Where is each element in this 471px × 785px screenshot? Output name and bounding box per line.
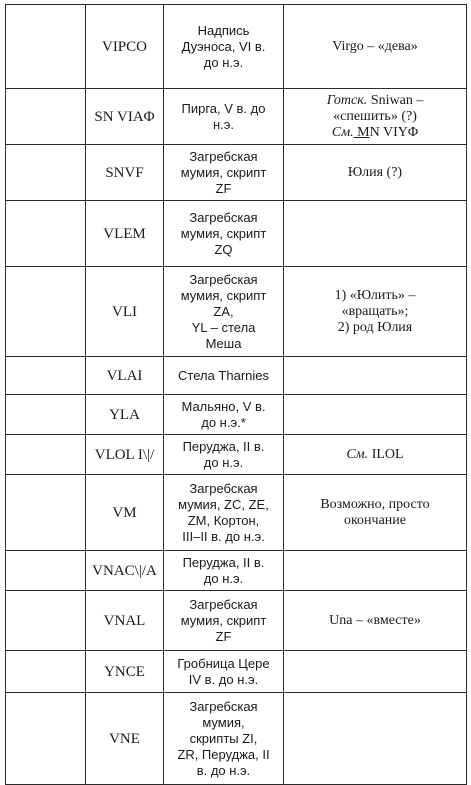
blank-cell	[6, 551, 86, 591]
source-cell: Пирга, V в. до н.э.	[164, 89, 284, 145]
note-cell: Virgo – «дева»	[284, 5, 467, 89]
blank-cell	[6, 267, 86, 357]
table-row	[6, 357, 467, 395]
note-cell: Una – «вместе»	[284, 591, 467, 651]
term-cell: VLAI	[86, 357, 164, 395]
table-row	[6, 693, 467, 785]
blank-cell	[6, 395, 86, 435]
blank-cell	[6, 651, 86, 693]
term-cell: VLEM	[86, 201, 164, 267]
term-cell: SN VIAΦ	[86, 89, 164, 145]
source-cell: Загребская мумия, скрипт ZA, YL – стела Меша	[164, 267, 284, 357]
table-row	[6, 89, 467, 145]
source-cell: Стела Tharnies	[164, 357, 284, 395]
blank-cell	[6, 357, 86, 395]
source-cell: Надпись Дуэноса, VI в. до н.э.	[164, 5, 284, 89]
blank-cell	[6, 201, 86, 267]
note-cell: Возможно, просто окончание	[284, 475, 467, 551]
source-cell: Мальяно, V в. до н.э.*	[164, 395, 284, 435]
note-cell: См. ILOL	[284, 435, 467, 475]
table-row	[6, 201, 467, 267]
blank-cell	[6, 591, 86, 651]
source-cell: Перуджа, II в. до н.э.	[164, 551, 284, 591]
table-row	[6, 267, 467, 357]
blank-cell	[6, 5, 86, 89]
term-cell: YLA	[86, 395, 164, 435]
blank-cell	[6, 435, 86, 475]
table-row	[6, 475, 467, 551]
note-cell: Готск. Sniwan – «спешить» (?) См. MN VIYΦ	[284, 89, 467, 145]
source-cell: Загребская мумия, скрипт ZF	[164, 591, 284, 651]
note-cell	[284, 651, 467, 693]
table-row	[6, 5, 467, 89]
term-cell: VIPCO	[86, 5, 164, 89]
table-row	[6, 651, 467, 693]
blank-cell	[6, 145, 86, 201]
blank-cell	[6, 475, 86, 551]
source-cell: Загребская мумия, скрипт ZF	[164, 145, 284, 201]
table-row	[6, 145, 467, 201]
table-row	[6, 435, 467, 475]
note-cell	[284, 395, 467, 435]
note-cell	[284, 693, 467, 785]
table-row	[6, 551, 467, 591]
term-cell: YNCE	[86, 651, 164, 693]
note-cell: 1) «Юлить» – «вращать»; 2) род Юлия	[284, 267, 467, 357]
term-cell: VNE	[86, 693, 164, 785]
glossary-table	[5, 4, 467, 785]
source-cell: Перуджа, II в. до н.э.	[164, 435, 284, 475]
term-cell: VLI	[86, 267, 164, 357]
term-cell: VLOL I\|/	[86, 435, 164, 475]
term-cell: VM	[86, 475, 164, 551]
term-cell: VNAC\|/A	[86, 551, 164, 591]
table-row	[6, 591, 467, 651]
blank-cell	[6, 693, 86, 785]
note-cell	[284, 201, 467, 267]
source-cell: Гробница Церe IV в. до н.э.	[164, 651, 284, 693]
blank-cell	[6, 89, 86, 145]
source-cell: Загребская мумия, скрипты ZI, ZR, Перуджа, II в. до н.э.	[164, 693, 284, 785]
source-cell: Загребская мумия, скрипт ZQ	[164, 201, 284, 267]
term-cell: VNAL	[86, 591, 164, 651]
note-cell	[284, 357, 467, 395]
note-cell	[284, 551, 467, 591]
term-cell: SNVF	[86, 145, 164, 201]
note-cell: Юлия (?)	[284, 145, 467, 201]
source-cell: Загребская мумия, ZC, ZE, ZM, Кортон, III–II в. до н.э.	[164, 475, 284, 551]
table-row	[6, 395, 467, 435]
